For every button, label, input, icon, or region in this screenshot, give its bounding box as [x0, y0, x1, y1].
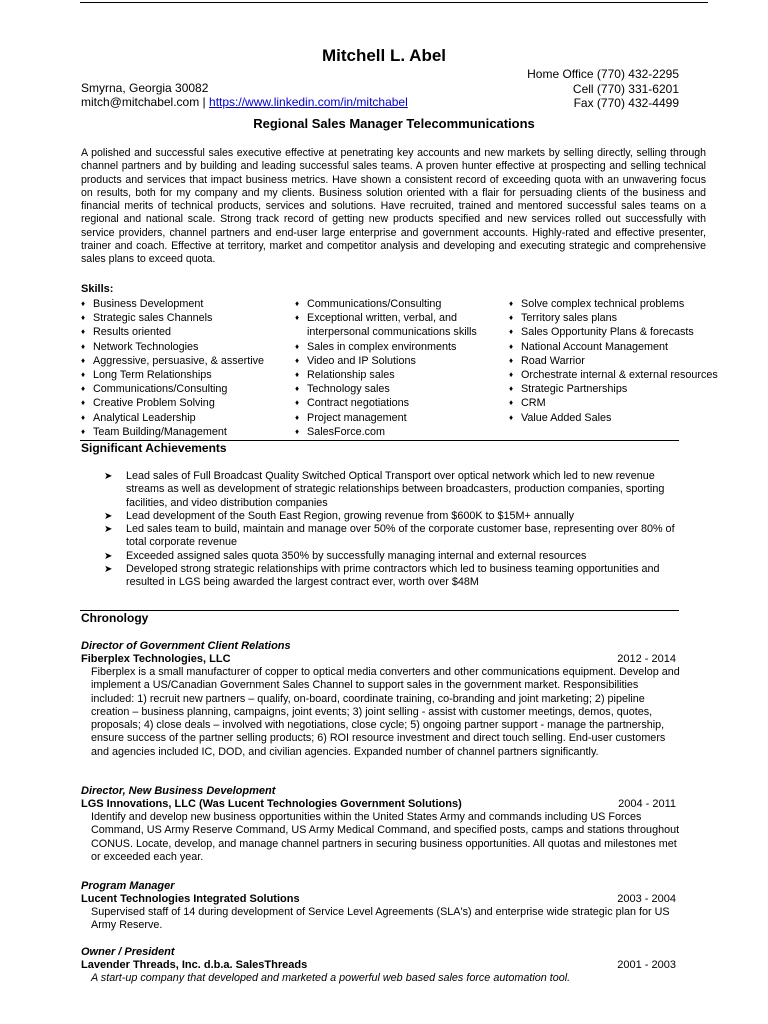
diamond-bullet-icon: ♦: [509, 398, 514, 408]
job-title: Director of Government Client Relations: [81, 640, 291, 652]
cell-phone: Cell (770) 331-6201: [572, 81, 679, 96]
job-company: LGS Innovations, LLC (Was Lucent Technologies Government Solutions): [81, 798, 462, 810]
diamond-bullet-icon: ♦: [81, 313, 86, 323]
diamond-bullet-icon: ♦: [295, 355, 300, 365]
skill-label: Creative Problem Solving: [93, 397, 215, 410]
job-company: Lavender Threads, Inc. d.b.a. SalesThreads: [81, 959, 308, 971]
arrow-bullet-icon: ➤: [104, 471, 113, 482]
address: Smyrna, Georgia 30082: [81, 81, 209, 95]
achievement-text: Led sales team to build, maintain and manage over 50% of the corporate customer base, representing over 80% of total corporate revenue: [126, 523, 675, 549]
diamond-bullet-icon: ♦: [295, 370, 300, 380]
job-company-row: [81, 653, 679, 666]
skill-item: [81, 382, 264, 396]
achievement-item: [104, 470, 684, 510]
skill-label: Team Building/Management: [93, 425, 227, 438]
skill-label: Solve complex technical problems: [521, 298, 685, 310]
skill-label: Orchestrate internal & external resources: [521, 369, 718, 382]
diamond-bullet-icon: ♦: [81, 327, 86, 337]
skill-item: [295, 311, 477, 325]
skills-column-1: [81, 297, 264, 439]
achievement-item: [104, 510, 684, 523]
email-linkedin-line: [81, 95, 408, 109]
email-link[interactable]: mitch@mitchabel.com: [81, 95, 200, 109]
job-title: Owner / President: [81, 946, 175, 958]
skill-label: Sales in complex environments: [307, 340, 457, 353]
skill-label: Sales Opportunity Plans & forecasts: [521, 326, 694, 339]
achievement-text: Developed strong strategic relationships with prime contractors which led to business teaming opportunities and resulted in LGS being awarded the largest contract ever, worth over $48M: [126, 563, 660, 589]
diamond-bullet-icon: ♦: [81, 370, 86, 380]
skill-item: [81, 411, 264, 425]
skill-item: [81, 354, 264, 368]
skill-label: Strategic sales Channels: [93, 312, 213, 325]
job-entry: [81, 640, 679, 759]
skill-label: Long Term Relationships: [93, 369, 212, 382]
skill-label: National Account Management: [521, 340, 669, 353]
skill-item: [509, 297, 718, 311]
skill-item: [81, 297, 264, 311]
skill-label: Contract negotiations: [307, 397, 410, 410]
skill-item: [81, 325, 264, 339]
job-company-row: [81, 798, 679, 811]
arrow-bullet-icon: ➤: [104, 510, 113, 522]
skill-item: [295, 425, 477, 439]
skill-item: [81, 311, 264, 325]
diamond-bullet-icon: ♦: [81, 299, 86, 308]
job-description: A start-up company that developed and marketed a powerful web based sales force automation tool.: [91, 972, 571, 984]
diamond-bullet-icon: ♦: [295, 426, 300, 436]
job-company-row: [81, 959, 679, 972]
skill-item: [509, 368, 718, 382]
skills-column-2: [295, 297, 477, 439]
skill-label: CRM: [521, 397, 546, 410]
chronology-heading: Chronology: [81, 611, 149, 625]
job-title: Director, New Business Development: [81, 785, 276, 797]
skill-item: [81, 340, 264, 354]
diamond-bullet-icon: ♦: [81, 426, 86, 436]
skill-label: Video and IP Solutions: [307, 354, 416, 367]
job-description: Fiberplex is a small manufacturer of copper to optical media converters and other communications equipment. Develop and implement a US/Canadian Government Sales Channel to support sales in the government market. Responsibilities included: 1) recruit new partners – qualify, on-board, coordinate training, co-branding and joint marketing; 2) pipeline creation – business planning, campaigns, joint events; 3) joint selling - assist with customer meetings, demos, quotes, proposals; 4) close deals – involved with negotiations, close cycle; 5) ongoing partner support - manage the partnership, ensure success of the partner selling products; 6) ROI resource investment and direct touch selling. End-user customers and agencies included IC, DOD, and civilian agencies. Expanded number of channel partners significantly.: [91, 666, 680, 758]
arrow-bullet-icon: ➤: [104, 550, 113, 562]
skill-item: [509, 396, 718, 410]
skill-label: Aggressive, persuasive, & assertive: [93, 354, 265, 367]
skill-item: [81, 396, 264, 410]
skill-label: Communications/Consulting: [93, 383, 228, 396]
skill-item: [81, 425, 264, 439]
top-divider: [80, 2, 708, 3]
skill-label: Technology sales: [307, 383, 390, 396]
skill-label: Network Technologies: [93, 340, 199, 353]
achievement-text: Exceeded assigned sales quota 350% by successfully managing internal and external resources: [126, 549, 587, 562]
job-years: 2003 - 2004: [617, 893, 676, 905]
skill-label: Value Added Sales: [521, 411, 612, 424]
linkedin-link[interactable]: https://www.linkedin.com/in/mitchabel: [209, 95, 408, 109]
skill-label: Results oriented: [93, 326, 172, 339]
diamond-bullet-icon: ♦: [509, 341, 514, 351]
skills-column-3: [509, 297, 718, 425]
skill-item: [509, 354, 718, 368]
skill-item: [295, 325, 477, 339]
resume-headline: Regional Sales Manager Telecommunications: [253, 116, 535, 131]
skill-label: SalesForce.com: [307, 425, 386, 438]
skill-label: Analytical Leadership: [93, 411, 196, 424]
skill-label: Road Warrior: [521, 354, 585, 367]
arrow-bullet-icon: ➤: [104, 524, 113, 536]
job-company-row: [81, 893, 679, 906]
job-company: Fiberplex Technologies, LLC: [81, 653, 231, 665]
achievement-item: [104, 550, 684, 563]
resume-name: Mitchell L. Abel: [321, 46, 447, 65]
achievements-list: [104, 470, 684, 590]
diamond-bullet-icon: ♦: [81, 398, 86, 408]
contact-phones: [527, 67, 679, 111]
chronology-divider: [80, 610, 679, 611]
diamond-bullet-icon: ♦: [81, 384, 86, 394]
achievement-text: Lead development of the South East Region, growing revenue from $600K to $15M+ annually: [126, 509, 575, 522]
arrow-bullet-icon: ➤: [104, 564, 113, 576]
diamond-bullet-icon: ♦: [81, 341, 86, 351]
skill-item: [509, 325, 718, 339]
job-entry: [81, 785, 679, 864]
job-description: Identify and develop new business opportunities within the United States Army and commands including US Forces Command, US Army Reserve Command, US Army Medical Command, and specified posts, camps and stations throughout CONUS. Locate, develop, and manage channel partners in securing business opportunities. All quotas and milestones met or exceeded each year.: [91, 811, 680, 863]
contact-separator: |: [199, 95, 210, 109]
achievement-text: Lead sales of Full Broadcast Quality Switched Optical Transport over optical network which led to new revenue streams as well as development of strategic relationships between broadcasters, production companies, sporting facilities, and video distribution companies: [126, 470, 665, 509]
professional-summary: A polished and successful sales executive effective at penetrating key accounts and new markets by selling directly, selling through channel partners and by building and leading successful sales teams. A proven hunter effective at prospecting and selling technical products and services that impact business metrics. Have shown a consistent record of exceeding quota with an unwavering focus on results, both for my company and my clients. Business solution oriented with a flair for persuading clients of the business and financial merits of technical products, services and solutions. Have recruited, trained and mentored successful sales teams on a regional and national scale. Strong track record of getting new products specified and new services rolled out successfully with service providers, channel partners and end-user large enterprise and government accounts. Highly-rated and effective presenter, trainer and coach. Effective at territory, market and competitor analysis and developing and executing strategic and comprehensive sales plans to exceed quota.: [81, 147, 706, 266]
job-description: Supervised staff of 14 during development of Service Level Agreements (SLA's) and enterprise wide strategic plan for US Army Reserve.: [91, 906, 670, 932]
skills-label: Skills:: [81, 283, 114, 295]
diamond-bullet-icon: ♦: [509, 313, 514, 323]
skill-item: [295, 396, 477, 410]
skill-item: [295, 411, 477, 425]
skill-item: [295, 297, 477, 311]
contact-left: [81, 81, 408, 109]
diamond-bullet-icon: ♦: [509, 384, 514, 394]
diamond-bullet-icon: ♦: [81, 412, 86, 422]
skill-label: Relationship sales: [307, 369, 395, 382]
skill-label: Project management: [307, 411, 407, 424]
skill-item: [509, 411, 718, 425]
diamond-bullet-icon: ♦: [509, 370, 514, 380]
skill-item: [81, 368, 264, 382]
skill-item: [295, 368, 477, 382]
skill-label: Exceptional written, verbal, and: [307, 312, 458, 325]
home-office-phone: Home Office (770) 432-2295: [527, 67, 679, 81]
job-years: 2012 - 2014: [617, 653, 676, 665]
diamond-bullet-icon: ♦: [295, 412, 300, 422]
achievements-heading: Significant Achievements: [81, 441, 227, 455]
skill-label: Strategic Partnerships: [521, 383, 628, 396]
skill-label: Business Development: [93, 298, 204, 310]
skill-item: [295, 340, 477, 354]
diamond-bullet-icon: ♦: [509, 355, 514, 365]
diamond-bullet-icon: ♦: [509, 327, 514, 337]
diamond-bullet-icon: ♦: [295, 384, 300, 394]
diamond-bullet-icon: ♦: [295, 299, 300, 308]
fax-number: Fax (770) 432-4499: [573, 96, 679, 110]
skill-item: [509, 382, 718, 396]
diamond-bullet-icon: ♦: [295, 313, 300, 323]
skill-label: interpersonal communications skills: [307, 326, 477, 339]
skill-item: [295, 382, 477, 396]
diamond-bullet-icon: ♦: [509, 299, 514, 308]
job-years: 2004 - 2011: [618, 798, 676, 810]
skill-label: Territory sales plans: [521, 312, 618, 325]
job-title: Program Manager: [81, 880, 175, 892]
skill-item: [509, 340, 718, 354]
job-company: Lucent Technologies Integrated Solutions: [81, 893, 300, 905]
job-entry: [81, 946, 679, 985]
job-entry: [81, 880, 679, 933]
diamond-bullet-icon: ♦: [81, 355, 86, 365]
diamond-bullet-icon: ♦: [295, 398, 300, 408]
job-years: 2001 - 2003: [617, 959, 676, 971]
skill-item: [295, 354, 477, 368]
achievement-item: [104, 523, 684, 550]
achievement-item: [104, 563, 684, 590]
skill-label: Communications/Consulting: [307, 298, 442, 310]
diamond-bullet-icon: ♦: [295, 341, 300, 351]
diamond-bullet-icon: ♦: [509, 412, 514, 422]
skill-item: [509, 311, 718, 325]
